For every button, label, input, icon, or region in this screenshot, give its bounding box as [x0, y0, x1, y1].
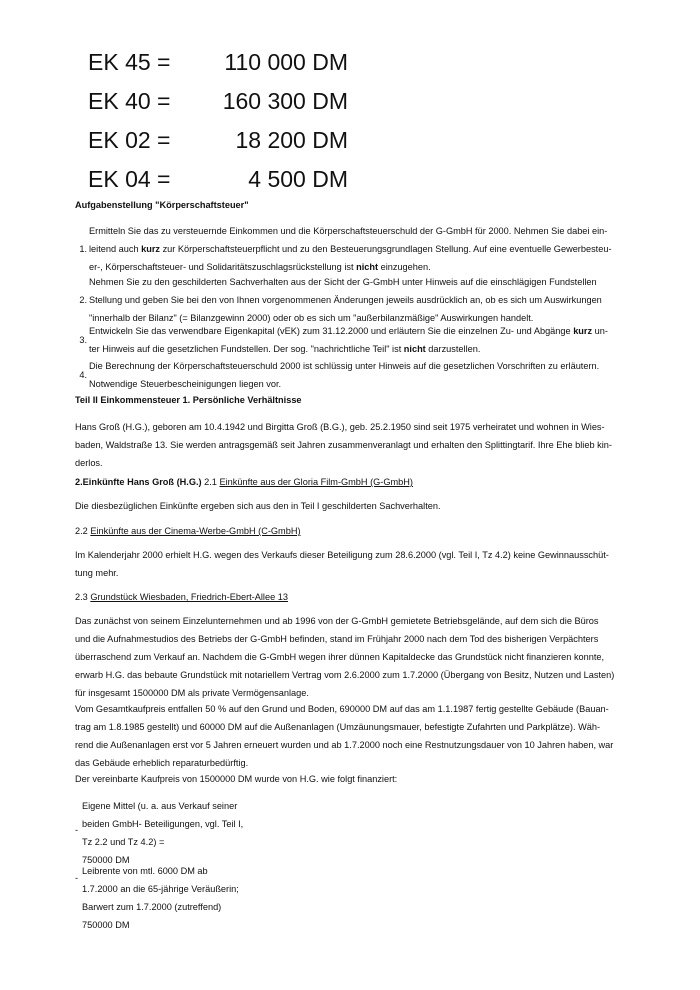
task-line: leitend auch kurz zur Körperschaftsteuerpflicht und zu den Besteuerungsgrundlagen Stellung. Auf eine eventuelle Gewerbesteu- [89, 244, 612, 254]
task-line: ter Hinweis auf die gesetzlichen Fundstellen. Der sog. "nachrichtliche Teil" ist nicht darzustellen. [89, 344, 481, 354]
section-2-heading: 2.Einkünfte Hans Groß (H.G.) 2.1 Einkünfte aus der Gloria Film-GmbH (G-GmbH) [75, 477, 413, 487]
ek-label: EK 40 = [88, 88, 171, 114]
list-dash: - [75, 825, 79, 835]
list-item-leibrente: Leibrente von mtl. 6000 DM ab 1.7.2000 an die 65-jährige Veräußerin; [82, 866, 239, 894]
task-line: Die Berechnung der Körperschaftsteuerschuld 2000 ist schlüssig unter Hinweis auf die gesetzlichen Vorschriften zu erläutern. [89, 361, 600, 371]
ek-value: 160 300 DM [222, 88, 348, 114]
teil2-heading: Teil II Einkommensteuer 1. Persönliche Verhältnisse [75, 395, 302, 405]
paragraph-gloria: Die diesbezüglichen Einkünfte ergeben sich aus den in Teil I geschilderten Sachverhalten. [75, 501, 441, 511]
task-number: 1. [79, 244, 87, 254]
task-line: Entwickeln Sie das verwendbare Eigenkapital (vEK) zum 31.12.2000 und erläutern Sie die einzelnen Zu- und Abgänge kurz un- [89, 326, 608, 336]
ek-label: EK 02 = [88, 127, 171, 153]
section-title: 2.Einkünfte Hans Groß (H.G.) [75, 477, 202, 487]
task-number: 2. [79, 295, 87, 305]
subsection-title: Grundstück Wiesbaden, Friedrich-Ebert-Allee 13 [90, 592, 288, 602]
ek-label: EK 04 = [88, 166, 171, 192]
paragraph-grundstueck: Das zunächst von seinem Einzelunternehmen und ab 1996 von der G-GmbH gemietete Betriebsgelände, auf dem sich die Büros und die Aufnahmestudios des Betriebs der G-GmbH befinden, stand im Frühjahr 2000 nach dem Tod des bisherigen Verpächters überraschend zum Verkauf an. Nachdem die G-GmbH wegen ihrer dünnen Kapitaldecke das Grundstück nicht finanzieren konnte, erwarb H.G. das bebaute Grundstück mit notariellem Vertrag vom 2.6.2000 zum 1.7.2000 (Übergang von Besitz, Nutzen und Lasten) für insgesamt 1500000 DM als private Vermögensanlage. [75, 616, 615, 698]
aufgaben-heading: Aufgabenstellung "Körperschaftsteuer" [75, 200, 249, 210]
task-line: Notwendige Steuerbescheinigungen liegen vor. [89, 379, 282, 389]
list-dash: - [75, 873, 79, 883]
ek-label: EK 45 = [88, 49, 171, 75]
task-line: er-, Körperschaftsteuer- und Solidaritätszuschlagsrückstellung ist nicht einzugehen. [89, 262, 431, 272]
paragraph-cinema: Im Kalenderjahr 2000 erhielt H.G. wegen des Verkaufs dieser Beteiligung zum 28.6.2000 (vgl. Teil I, Tz 4.2) keine Gewinnausschüt- tung mehr. [75, 550, 609, 578]
list-item-barwert: Barwert zum 1.7.2000 (zutreffend) 750000 DM [82, 902, 222, 930]
task-line: "innerhalb der Bilanz" (= Bilanzgewinn 2000) oder ob es sich um "außerbilanzmäßige" Auswirkungen handelt. [89, 313, 534, 323]
ek-value: 18 200 DM [235, 127, 348, 153]
task-number: 3. [79, 335, 87, 345]
section-2-3-heading: 2.3 Grundstück Wiesbaden, Friedrich-Ebert-Allee 13 [75, 592, 288, 602]
paragraph-persons: Hans Groß (H.G.), geboren am 10.4.1942 und Birgitta Groß (B.G.), geb. 25.2.1950 sind seit 1975 verheiratet und wohnen in Wies- baden, Waldstraße 13. Sie werden antragsgemäß seit Jahren zusammenveranlagt und erhalten den Splittingtarif. Ihre Ehe blieb kin- derlos. [75, 422, 612, 468]
section-2-2-heading: 2.2 Einkünfte aus der Cinema-Werbe-GmbH (C-GmbH) [75, 526, 301, 536]
subsection-title: Einkünfte aus der Cinema-Werbe-GmbH (C-GmbH) [90, 526, 301, 536]
task-line: Ermitteln Sie das zu versteuernde Einkommen und die Körperschaftsteuerschuld der G-GmbH für 2000. Nehmen Sie dabei ein- [89, 226, 608, 236]
list-item-eigenmittel: Eigene Mittel (u. a. aus Verkauf seiner beiden GmbH- Beteiligungen, vgl. Teil I, Tz 2.2 und Tz 4.2) = 750000 DM [82, 801, 244, 865]
paragraph-kaufpreis: Vom Gesamtkaufpreis entfallen 50 % auf den Grund und Boden, 690000 DM auf das am 1.1.1987 fertig gestellte Gebäude (Bauan- trag am 1.8.1985 gestellt) und 60000 DM auf die Außenanlagen (Umzäunungsmauer, befestigte Zufahrten und Parkplätze). Wäh- rend die Außenanlagen erst vor 5 Jahren erneuert wurden und ab 1.7.2000 noch eine Restnutzungsdauer von 10 Jahren haben, war das Gebäude erheblich reparaturbedürftig. [75, 704, 614, 768]
task-number: 4. [79, 370, 87, 380]
paragraph-finanzierung: Der vereinbarte Kaufpreis von 1500000 DM wurde von H.G. wie folgt finanziert: [75, 774, 398, 784]
task-line: Stellung und geben Sie bei den von Ihnen vorgenommenen Änderungen jeweils ausdrücklich an, ob es sich um Auswirkungen [89, 295, 602, 305]
subsection-title: Einkünfte aus der Gloria Film-GmbH (G-GmbH) [219, 477, 413, 487]
ek-value: 4 500 DM [248, 166, 348, 192]
task-line: Nehmen Sie zu den geschilderten Sachverhalten aus der Sicht der G-GmbH unter Hinweis auf die einschlägigen Fundstellen [89, 277, 597, 287]
ek-value: 110 000 DM [224, 49, 348, 75]
